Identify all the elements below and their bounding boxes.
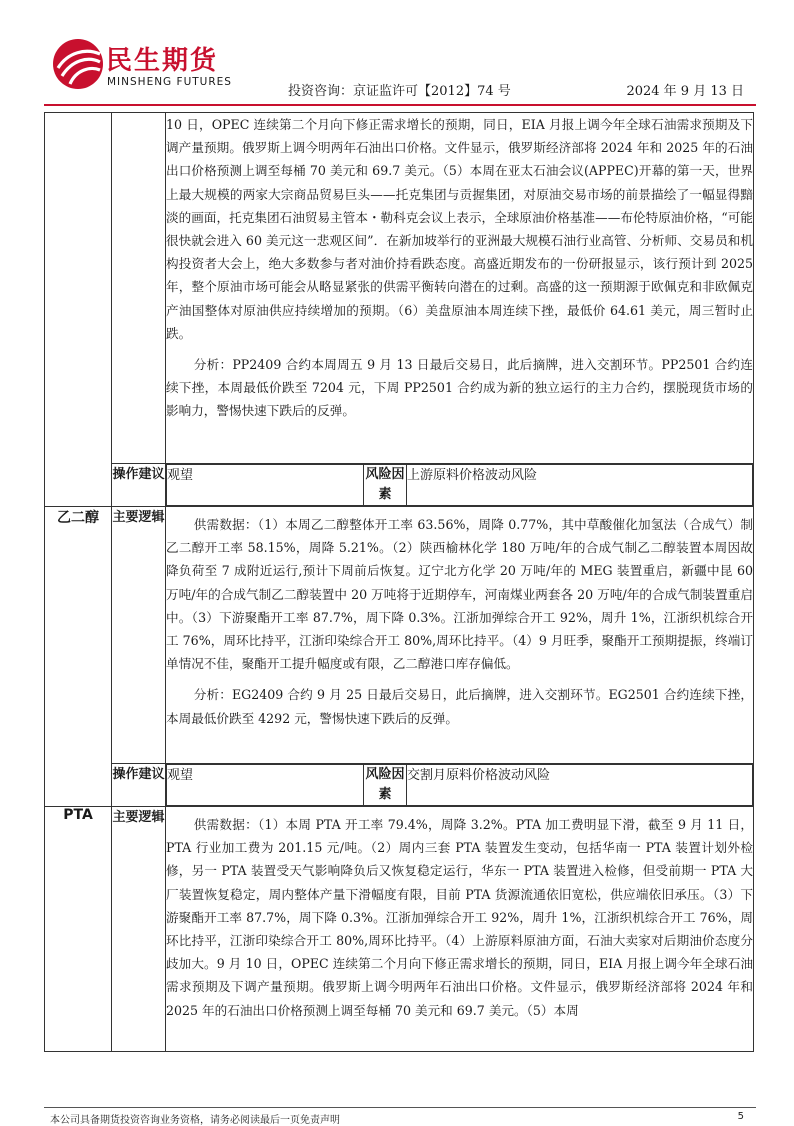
eg-section-cell: 乙二醇	[45, 507, 112, 807]
brand-name-cn: 民生期货	[106, 46, 219, 76]
pp-advice-label: 操作建议	[112, 464, 166, 507]
pta-logic-content	[166, 807, 754, 1052]
pp-risk-label: 风险因素	[364, 465, 407, 506]
pp-logic-content	[166, 113, 754, 464]
qualification-text: 投资咨询：京证监许可【2012】74 号	[288, 84, 511, 99]
pp-analysis-text: 分析：PP2409 合约本周周五 9 月 13 日最后交易日，此后摘牌，进入交割环节。PP2501 合约连续下挫，本周最低价跌至 7204 元，下周 PP2501 合约成为新的独立运行的主力合约，摆脱现货市场的影响力，警惕快速下跌后的反弹。	[166, 357, 753, 419]
eg-risk-label: 风险因素	[364, 765, 407, 806]
eg-supply-demand-text: 供需数据：（1）本周乙二醇整体开工率 63.56%，周降 0.77%，其中草酸催化加氢法（合成气）制乙二醇开工率 58.15%，周降 5.21%。（2）陕西榆林化学 180 万吨/年的合成气制乙二醇装置本周因故降负荷至 7 成附近运行,预计下周前后恢复。辽宁北方化学 20 万吨/年的 MEG 装置重启，新疆中昆 60 万吨/年的合成气制乙二醇装置中 20 万吨将于近期停车，河南煤业两套各 20 万吨/年的合成气制装置重启中。（3）下游聚酯开工率 87.7%，周下降 0.3%。江浙加弹综合开工 92%，周升 1%，江浙织机综合开工 76%，周环比持平，江浙印染综合开工 80%,周环比持平。（4）9 月旺季，聚酯开工预期提振，终端订单情况不佳，聚酯开工提升幅度或有限，乙二醇港口库存偏低。	[166, 517, 753, 672]
eg-advice-text: 观望	[167, 765, 364, 806]
pta-logic-row	[45, 807, 754, 1052]
eg-logic-label: 主要逻辑	[112, 507, 166, 764]
pp-advice-row	[45, 464, 754, 507]
pp-logic-label	[112, 113, 166, 464]
pp-advice-text: 观望	[167, 465, 364, 506]
pp-logic-row	[45, 113, 754, 464]
brand-name-en: MINSHENG FUTURES	[107, 76, 232, 88]
header-divider	[44, 104, 756, 106]
report-date: 2024 年 9 月 13 日	[626, 84, 744, 99]
pta-section-cell: PTA	[45, 807, 112, 1052]
eg-advice-row	[45, 764, 754, 807]
eg-advice-label: 操作建议	[112, 764, 166, 807]
eg-risk-text: 交割月原料价格波动风险	[407, 765, 753, 806]
pp-supply-demand-text: 10 日，OPEC 连续第二个月向下修正需求增长的预期，同日，EIA 月报上调今年全球石油需求预期及下调产量预期。俄罗斯上调今明两年石油出口价格。文件显示，俄罗斯经济部将 2024 年和 2025 年的石油出口价格预测上调至每桶 70 美元和 69.7 美元。（5）本周在亚太石油会议(APPEC)开幕的第一天，世界上最大规模的两家大宗商品贸易巨头——托克集团与贡握集团，对原油交易市场的前景描绘了一幅显得黯淡的画面，托克集团石油贸易主管本・勒科克会议上表示，全球原油价格基准——布伦特原油价格，“可能很快就会进入 60 美元这一悲观区间”．在新加坡举行的亚洲最大规模石油行业高管、分析师、交易员和机构投资者大会上，绝大多数参与者对油价持看跌态度。高盛近期发布的一份研报显示，该行预计到 2025 年，整个原油市场可能会从略显紧张的供需平衡转向潜在的过剩。高盛的这一预期源于欧佩克和非欧佩克产油国整体对原油供应持续增加的预期。（6）美盘原油本周连续下挫，最低价 64.61 美元，周三暂时止跌。	[166, 117, 753, 341]
pp-section-cell	[45, 113, 112, 507]
footer-divider	[44, 1107, 756, 1108]
pta-supply-demand-text: 供需数据：（1）本周 PTA 开工率 79.4%，周降 3.2%。PTA 加工费明显下滑，截至 9 月 11 日，PTA 行业加工费为 201.15 元/吨。（2）周内三套 PTA 装置发生变动，包括华南一 PTA 装置计划外检修，另一 PTA 装置受天气影响降负后又恢复稳定运行，华东一 PTA 装置进入检修，但受前期一 PTA 大厂装置恢复稳定，周内整体产量下滑幅度有限，目前 PTA 货源流通依旧宽松，供应端依旧承压。（3）下游聚酯开工率 87.7%，周下降 0.3%。江浙加弹综合开工 92%，周升 1%，江浙织机综合开工 76%，周环比持平，江浙印染综合开工 80%,周环比持平。（4）上游原料原油方面，石油大卖家对后期油价态度分歧加大。9 月 10 日，OPEC 连续第二个月向下修正需求增长的预期，同日，EIA 月报上调今年全球石油需求预期及下调产量预期。俄罗斯上调今明两年石油出口价格。文件显示，俄罗斯经济部将 2024 年和 2025 年的石油出口价格预测上调至每桶 70 美元和 69.7 美元。（5）本周	[166, 817, 753, 1018]
pp-risk-text: 上游原料价格波动风险	[407, 465, 753, 506]
analysis-table	[44, 112, 754, 1052]
eg-analysis-text: 分析：EG2409 合约 9 月 25 日最后交易日，此后摘牌，进入交割环节。EG2501 合约连续下挫，本周最低价跌至 4292 元，警惕快速下跌后的反弹。	[166, 687, 753, 726]
minsheng-logo-icon	[52, 38, 104, 90]
page-number: 5	[737, 1111, 744, 1122]
footer-disclaimer: 本公司具备期货投资咨询业务资格，请务必阅读最后一页免责声明	[50, 1115, 340, 1126]
page-header	[44, 36, 754, 99]
eg-logic-content	[166, 507, 754, 764]
pta-logic-label: 主要逻辑	[112, 807, 166, 1052]
eg-logic-row	[45, 507, 754, 764]
